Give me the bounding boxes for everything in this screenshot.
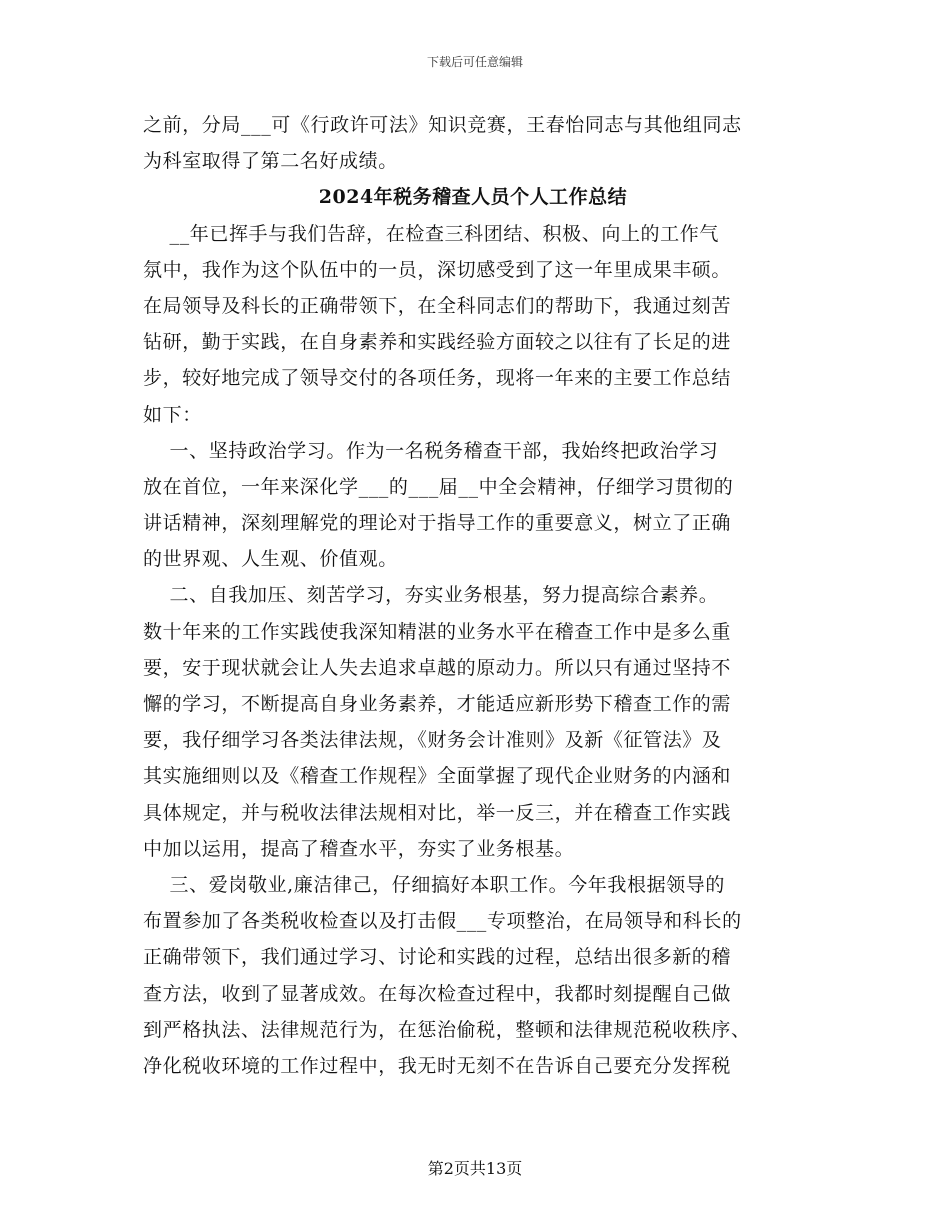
header-note: 下载后可任意编辑 [426,55,523,69]
text-line: 步，较好地完成了领导交付的各项任务，现将一年来的主要工作总结 [143,367,732,390]
text-line: 懈的学习，不断提高自身业务素养，才能适应新形势下稽查工作的需 [143,693,732,715]
text-line: 具体规定，并与税收法律法规相对比，举一反三，并在稽查工作实践 [143,801,732,824]
text-line: 中加以运用，提高了稽查水平，夯实了业务根基。 [143,837,575,860]
text-line: 放在首位，一年来深化学___的___届__中全会精神，仔细学习贯彻的 [143,475,734,498]
text-line: 要，我仔细学习各类法律法规，《财务会计准则》及新《征管法》及 [143,729,722,752]
text-line: 正确带领下，我们通过学习、讨论和实践的过程，总结出很多新的稽 [143,946,732,969]
text-line: 的世界观、人生观、价值观。 [143,548,398,571]
text-line: 到严格执法、法律规范行为，在惩治偷税，整顿和法律规范税收秩序、 [143,1018,751,1041]
text-line: 钻研，勤于实践，在自身素养和实践经验方面较之以往有了长足的进 [143,331,732,354]
text-line: 一、坚持政治学习。作为一名税务稽查干部，我始终把政治学习 [143,439,719,462]
text-line: __年已挥手与我们告辞，在检查三科团结、积极、向上的工作气 [143,222,719,245]
text-line: 查方法，收到了显著成效。在每次检查过程中，我都时刻提醒自己做 [143,982,732,1005]
document-body [143,107,803,1084]
text-line: 其实施细则以及《稽查工作规程》全面掌握了现代企业财务的内涵和 [143,765,732,788]
text-line: 氛中，我作为这个队伍中的一员，深切感受到了这一年里成果丰硕。 [143,258,732,281]
text-line: 要，安于现状就会让人失去追求卓越的原动力。所以只有通过坚持不 [143,656,732,679]
text-line: 如下： [143,403,202,426]
page-number: 第2页共13页 [427,1159,523,1178]
text-line: 为科室取得了第二名好成绩。 [143,150,398,173]
text-line: 在局领导及科长的正确带领下，在全科同志们的帮助下，我通过刻苦 [143,294,732,317]
text-line: 数十年来的工作实践使我深知精湛的业务水平在稽查工作中是多么重 [143,620,732,643]
text-line: 二、自我加压、刻苦学习，夯实业务根基，努力提高综合素养。 [143,584,719,607]
text-line: 净化税收环境的工作过程中，我无时无刻不在告诉自己要充分发挥税 [143,1054,732,1077]
text-line: 之前，分局___可《行政许可法》知识竞赛，王春怡同志与其他组同志 [143,114,742,136]
text-line: 讲话精神，深刻理解党的理论对于指导工作的重要意义，树立了正确 [143,512,732,535]
document-title: 2024年税务稽查人员个人工作总结 [318,186,628,209]
body-paragraphs [143,216,803,1085]
text-line: 布置参加了各类税收检查以及打击假___专项整治，在局领导和科长的 [143,910,742,933]
text-line: 三、爱岗敬业,廉洁律己，仔细搞好本职工作。今年我根据领导的 [143,873,725,896]
